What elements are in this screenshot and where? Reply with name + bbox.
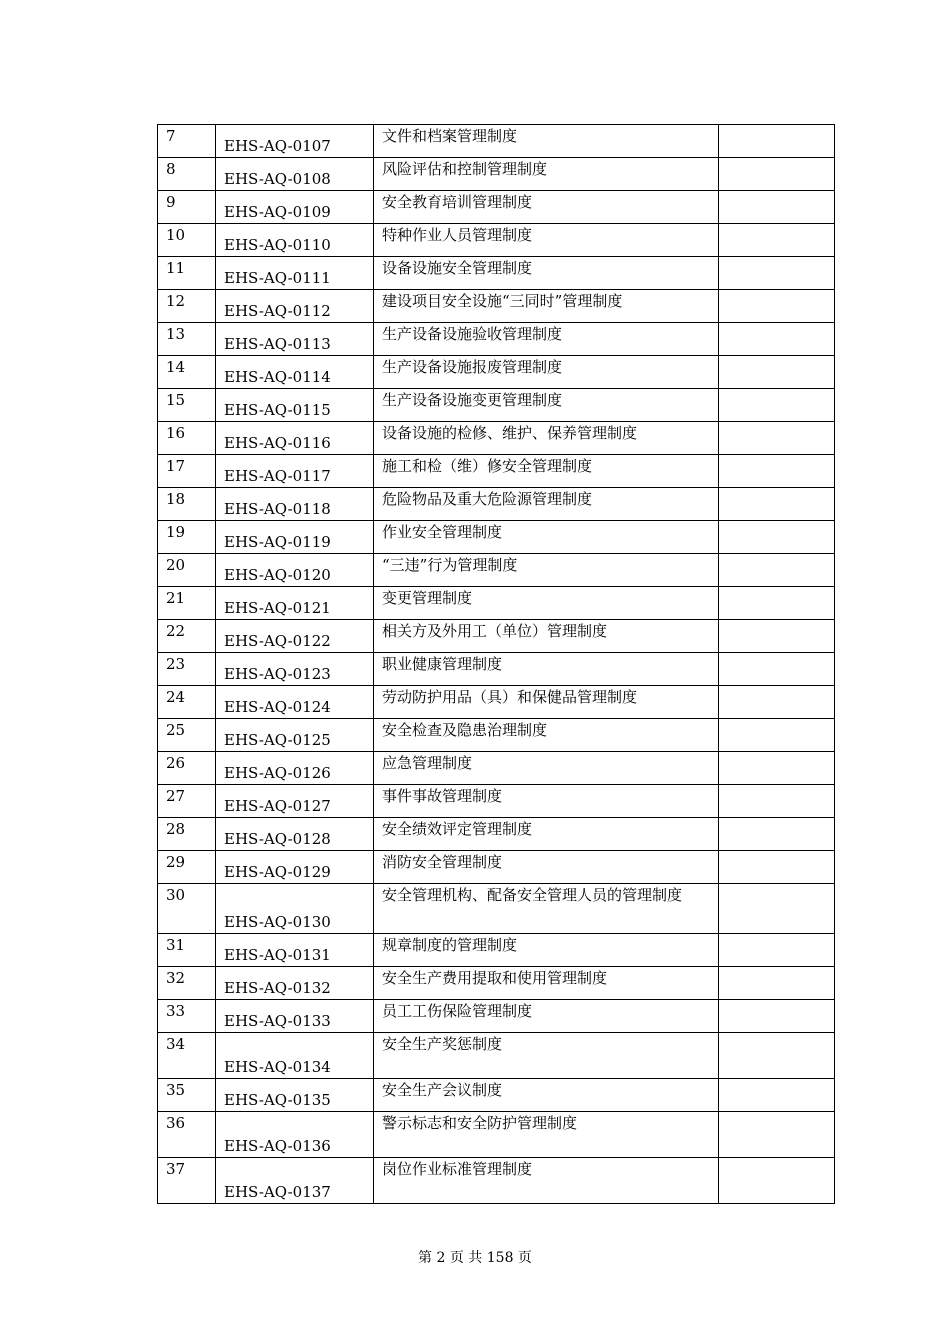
row-title: 生产设备设施验收管理制度	[374, 323, 719, 356]
row-note	[719, 587, 835, 620]
row-note	[719, 1079, 835, 1112]
row-code: EHS-AQ-0134	[216, 1033, 374, 1079]
row-note	[719, 686, 835, 719]
row-title: 岗位作业标准管理制度	[374, 1158, 719, 1204]
row-note	[719, 191, 835, 224]
row-title: 特种作业人员管理制度	[374, 224, 719, 257]
row-code: EHS-AQ-0108	[216, 158, 374, 191]
row-code: EHS-AQ-0109	[216, 191, 374, 224]
row-title: 职业健康管理制度	[374, 653, 719, 686]
row-code: EHS-AQ-0117	[216, 455, 374, 488]
row-number: 13	[158, 323, 216, 356]
row-title: 消防安全管理制度	[374, 851, 719, 884]
table-row	[158, 389, 835, 422]
row-title: 劳动防护用品（具）和保健品管理制度	[374, 686, 719, 719]
row-note	[719, 818, 835, 851]
row-title: 风险评估和控制管理制度	[374, 158, 719, 191]
row-number: 23	[158, 653, 216, 686]
row-number: 22	[158, 620, 216, 653]
row-note	[719, 422, 835, 455]
row-number: 19	[158, 521, 216, 554]
table-row	[158, 587, 835, 620]
row-code: EHS-AQ-0133	[216, 1000, 374, 1033]
table-row	[158, 191, 835, 224]
row-number: 24	[158, 686, 216, 719]
table-row	[158, 719, 835, 752]
table-row	[158, 1158, 835, 1204]
row-title: 相关方及外用工（单位）管理制度	[374, 620, 719, 653]
row-code: EHS-AQ-0135	[216, 1079, 374, 1112]
row-code: EHS-AQ-0137	[216, 1158, 374, 1204]
row-note	[719, 620, 835, 653]
row-number: 32	[158, 967, 216, 1000]
row-number: 15	[158, 389, 216, 422]
row-title: 生产设备设施报废管理制度	[374, 356, 719, 389]
row-number: 25	[158, 719, 216, 752]
row-title: 文件和档案管理制度	[374, 125, 719, 158]
table-row	[158, 158, 835, 191]
row-code: EHS-AQ-0136	[216, 1112, 374, 1158]
row-note	[719, 224, 835, 257]
row-title: 事件事故管理制度	[374, 785, 719, 818]
row-number: 17	[158, 455, 216, 488]
row-code: EHS-AQ-0123	[216, 653, 374, 686]
table-row	[158, 224, 835, 257]
row-title: “三违”行为管理制度	[374, 554, 719, 587]
row-title: 规章制度的管理制度	[374, 934, 719, 967]
table-row	[158, 323, 835, 356]
table-row	[158, 752, 835, 785]
table-row	[158, 1033, 835, 1079]
row-note	[719, 1033, 835, 1079]
table-row	[158, 422, 835, 455]
row-note	[719, 125, 835, 158]
row-note	[719, 653, 835, 686]
row-note	[719, 1112, 835, 1158]
page-footer: 第 2 页 共 158 页	[418, 1250, 532, 1266]
regulation-table	[157, 124, 835, 1204]
row-title: 变更管理制度	[374, 587, 719, 620]
row-code: EHS-AQ-0113	[216, 323, 374, 356]
row-number: 21	[158, 587, 216, 620]
table-row	[158, 1079, 835, 1112]
row-code: EHS-AQ-0128	[216, 818, 374, 851]
row-code: EHS-AQ-0132	[216, 967, 374, 1000]
table-row	[158, 455, 835, 488]
row-note	[719, 785, 835, 818]
row-title: 作业安全管理制度	[374, 521, 719, 554]
table-row	[158, 488, 835, 521]
table-row	[158, 356, 835, 389]
row-number: 37	[158, 1158, 216, 1204]
table-row	[158, 818, 835, 851]
row-code: EHS-AQ-0118	[216, 488, 374, 521]
table-row	[158, 785, 835, 818]
row-title: 安全检查及隐患治理制度	[374, 719, 719, 752]
row-code: EHS-AQ-0122	[216, 620, 374, 653]
row-number: 12	[158, 290, 216, 323]
row-title: 应急管理制度	[374, 752, 719, 785]
row-title: 危险物品及重大危险源管理制度	[374, 488, 719, 521]
row-note	[719, 934, 835, 967]
row-code: EHS-AQ-0125	[216, 719, 374, 752]
row-number: 30	[158, 884, 216, 934]
row-note	[719, 323, 835, 356]
row-code: EHS-AQ-0116	[216, 422, 374, 455]
row-title: 安全生产会议制度	[374, 1079, 719, 1112]
row-note	[719, 554, 835, 587]
row-note	[719, 257, 835, 290]
row-number: 27	[158, 785, 216, 818]
row-number: 10	[158, 224, 216, 257]
row-note	[719, 488, 835, 521]
table-row	[158, 967, 835, 1000]
row-note	[719, 356, 835, 389]
row-code: EHS-AQ-0107	[216, 125, 374, 158]
table-row	[158, 620, 835, 653]
table-row	[158, 1112, 835, 1158]
row-code: EHS-AQ-0114	[216, 356, 374, 389]
row-title: 警示标志和安全防护管理制度	[374, 1112, 719, 1158]
row-number: 14	[158, 356, 216, 389]
row-title: 设备设施的检修、维护、保养管理制度	[374, 422, 719, 455]
row-code: EHS-AQ-0110	[216, 224, 374, 257]
row-code: EHS-AQ-0127	[216, 785, 374, 818]
row-number: 28	[158, 818, 216, 851]
row-note	[719, 1000, 835, 1033]
row-number: 8	[158, 158, 216, 191]
table-body	[158, 125, 835, 1204]
row-code: EHS-AQ-0131	[216, 934, 374, 967]
row-note	[719, 455, 835, 488]
row-number: 26	[158, 752, 216, 785]
row-code: EHS-AQ-0120	[216, 554, 374, 587]
row-note	[719, 884, 835, 934]
table-row	[158, 521, 835, 554]
row-number: 7	[158, 125, 216, 158]
row-number: 35	[158, 1079, 216, 1112]
row-note	[719, 521, 835, 554]
row-title: 员工工伤保险管理制度	[374, 1000, 719, 1033]
table-row	[158, 686, 835, 719]
row-number: 34	[158, 1033, 216, 1079]
row-note	[719, 389, 835, 422]
table-row	[158, 125, 835, 158]
row-title: 施工和检（维）修安全管理制度	[374, 455, 719, 488]
row-number: 9	[158, 191, 216, 224]
table-row	[158, 851, 835, 884]
table-row	[158, 934, 835, 967]
row-note	[719, 158, 835, 191]
row-code: EHS-AQ-0124	[216, 686, 374, 719]
row-title: 建设项目安全设施“三同时”管理制度	[374, 290, 719, 323]
row-title: 安全教育培训管理制度	[374, 191, 719, 224]
row-code: EHS-AQ-0115	[216, 389, 374, 422]
row-code: EHS-AQ-0119	[216, 521, 374, 554]
row-note	[719, 752, 835, 785]
row-number: 16	[158, 422, 216, 455]
row-number: 33	[158, 1000, 216, 1033]
row-note	[719, 1158, 835, 1204]
table-row	[158, 1000, 835, 1033]
row-title: 安全绩效评定管理制度	[374, 818, 719, 851]
row-note	[719, 290, 835, 323]
row-code: EHS-AQ-0130	[216, 884, 374, 934]
table-row	[158, 653, 835, 686]
row-title: 生产设备设施变更管理制度	[374, 389, 719, 422]
row-number: 36	[158, 1112, 216, 1158]
table-row	[158, 257, 835, 290]
row-code: EHS-AQ-0126	[216, 752, 374, 785]
row-number: 20	[158, 554, 216, 587]
table-row	[158, 884, 835, 934]
row-code: EHS-AQ-0129	[216, 851, 374, 884]
row-number: 11	[158, 257, 216, 290]
row-note	[719, 967, 835, 1000]
table-row	[158, 290, 835, 323]
row-number: 18	[158, 488, 216, 521]
row-number: 31	[158, 934, 216, 967]
row-title: 设备设施安全管理制度	[374, 257, 719, 290]
table-row	[158, 554, 835, 587]
row-number: 29	[158, 851, 216, 884]
row-code: EHS-AQ-0112	[216, 290, 374, 323]
row-note	[719, 851, 835, 884]
row-title: 安全生产奖惩制度	[374, 1033, 719, 1079]
row-note	[719, 719, 835, 752]
row-code: EHS-AQ-0121	[216, 587, 374, 620]
row-title: 安全生产费用提取和使用管理制度	[374, 967, 719, 1000]
row-code: EHS-AQ-0111	[216, 257, 374, 290]
row-title: 安全管理机构、配备安全管理人员的管理制度	[374, 884, 719, 934]
